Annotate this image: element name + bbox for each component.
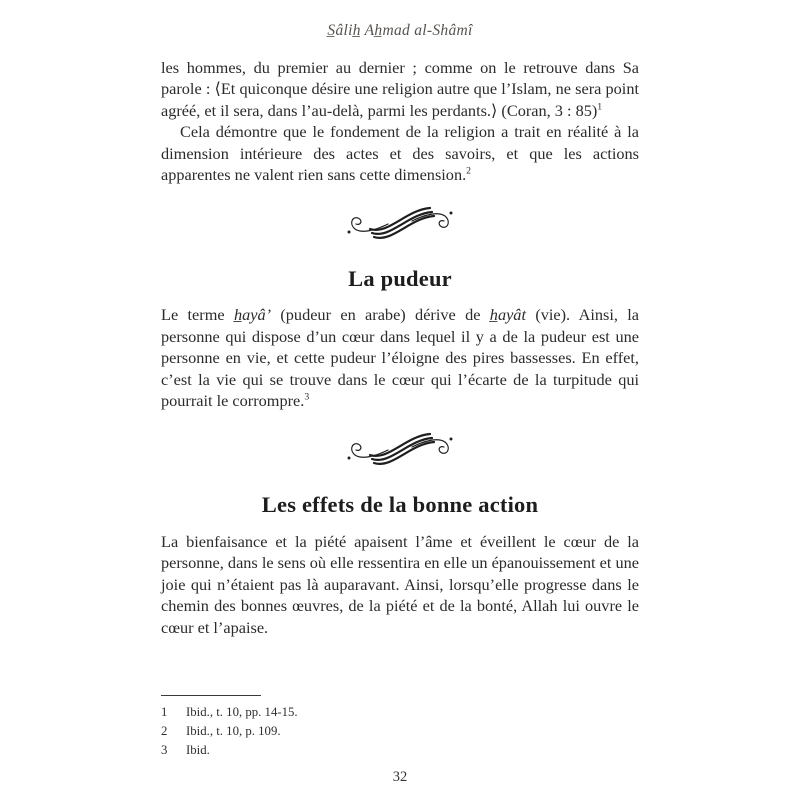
flourish-ornament-icon xyxy=(342,428,458,466)
footnote-ref-1: 1 xyxy=(597,101,603,113)
paragraph-bienfaisance xyxy=(161,531,639,639)
paragraph-text: les hommes, du premier au dernier ; comme on le retrouve dans Sa parole : ⟨Et quiconque désire une religion autre que l’Islam, ne sera point agréé, et il sera, dans l’au-delà, parmi les perdants.⟩ (Coran, 3 : 85) xyxy=(161,57,639,120)
footnote-number: 3 xyxy=(161,742,168,757)
footnote-text: Ibid. xyxy=(186,742,210,757)
page-body xyxy=(161,57,639,639)
arabic-term-hayat: h̲ayât xyxy=(489,305,526,325)
footnote-text: Ibid., t. 10, pp. 14-15. xyxy=(186,704,298,719)
paragraph-text: Le terme xyxy=(161,305,234,325)
running-header-author: S̲âlih̲ Ah̲mad al-Shâmî xyxy=(327,22,473,39)
arabic-term-haya: h̲ayâ’ xyxy=(233,305,272,325)
section-title-effets-bonne-action: Les effets de la bonne action xyxy=(261,491,539,517)
flourish-divider xyxy=(161,202,639,240)
flourish-ornament-icon xyxy=(342,202,458,240)
footnote-ref-2: 2 xyxy=(466,165,472,177)
footnote-item xyxy=(161,741,639,760)
footnote-text: Ibid., t. 10, p. 109. xyxy=(186,723,281,738)
footnote-number: 1 xyxy=(161,704,168,719)
page-number: 32 xyxy=(392,768,408,785)
paragraph-text: (vie). Ainsi, la personne qui dispose d’un cœur dans lequel il y a de la pudeur est une personne en vie, et cette pudeur l’éloigne des pires bassesses. En effet, c’est la vie qui se trouve dans le cœur qui l’écarte de la turpitude qui pourrait le corrompre. xyxy=(161,305,640,411)
section-title-la-pudeur: La pudeur xyxy=(348,265,452,291)
paragraph-text: Cela démontre que le fondement de la religion a trait en réalité à la dimension intérieure des actes et des savoirs, et que les actions apparentes ne valent rien sans cette dimension. xyxy=(161,122,639,185)
paragraph-text: (pudeur en arabe) dérive de xyxy=(271,305,490,325)
paragraph-la-pudeur xyxy=(161,304,639,412)
paragraph-text: La bienfaisance et la piété apaisent l’âme et éveillent le cœur de la personne, dans le sens où elle ressentira en elle un épanouissement et une joie qui n’étaient pas là auparavant. Ainsi, lorsqu’elle progresse dans le chemin des bonnes œuvres, de la piété et de la bonté, Allah lui ouvre le cœur et l’apaise. xyxy=(161,531,639,637)
paragraph-continuation xyxy=(161,57,639,122)
footnote-item xyxy=(161,722,639,741)
footnote-number: 2 xyxy=(161,723,168,738)
paragraph-cela-demontre xyxy=(161,121,639,186)
footnote-item xyxy=(161,703,639,722)
flourish-divider xyxy=(161,428,639,466)
footnotes-block xyxy=(161,695,639,760)
footnote-separator-rule xyxy=(161,695,261,696)
footnote-ref-3: 3 xyxy=(304,392,310,404)
